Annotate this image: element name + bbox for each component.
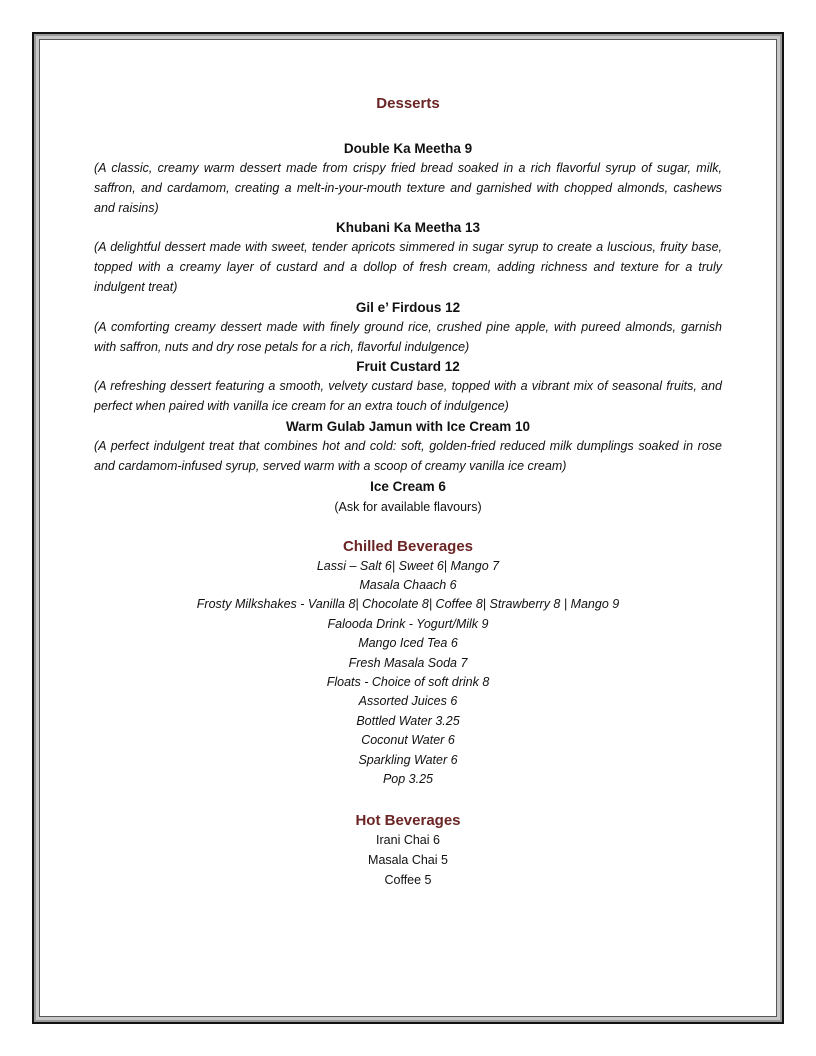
beverage-item: Mango Iced Tea 6 <box>358 636 458 651</box>
dessert-note: (Ask for available flavours) <box>334 499 482 514</box>
dessert-item <box>94 298 722 358</box>
beverage-item: Masala Chai 5 <box>368 853 448 868</box>
beverage-item: Falooda Drink - Yogurt/Milk 9 <box>327 616 489 631</box>
dessert-item <box>94 417 722 477</box>
dessert-name: Gil e’ Firdous 12 <box>355 299 461 315</box>
dessert-item <box>94 139 722 218</box>
spacer <box>94 114 722 139</box>
beverage-item: Coffee 5 <box>384 872 432 887</box>
chilled-beverages-list <box>94 557 722 790</box>
beverage-item: Fresh Masala Soda 7 <box>348 655 468 670</box>
beverage-item: Lassi – Salt 6| Sweet 6| Mango 7 <box>316 558 500 573</box>
dessert-item <box>94 357 722 417</box>
dessert-description: (A perfect indulgent treat that combines hot and cold: soft, golden-fried reduced milk dumplings soaked in rose and cardamom-infused syrup, served warm with a scoop of creamy vanilla ice cream) <box>94 438 722 473</box>
hot-beverages-title: Hot Beverages <box>355 812 461 830</box>
dessert-name: Warm Gulab Jamun with Ice Cream 10 <box>285 418 531 434</box>
beverage-item: Assorted Juices 6 <box>358 694 458 709</box>
hot-beverages-list <box>94 831 722 890</box>
beverage-item: Pop 3.25 <box>382 772 434 787</box>
dessert-name: Ice Cream 6 <box>370 478 446 494</box>
dessert-item <box>94 218 722 297</box>
hot-beverages-section <box>94 811 722 890</box>
beverage-item: Irani Chai 6 <box>376 833 440 848</box>
dessert-item <box>94 477 722 517</box>
dessert-name: Khubani Ka Meetha 13 <box>335 220 481 236</box>
chilled-beverages-title: Chilled Beverages <box>342 537 474 555</box>
beverage-item: Frosty Milkshakes - Vanilla 8| Chocolate 8| Coffee 8| Strawberry 8 | Mango 9 <box>196 597 620 612</box>
beverage-item: Sparkling Water 6 <box>358 752 458 767</box>
dessert-description: (A delightful dessert made with sweet, tender apricots simmered in sugar syrup to create a luscious, fruity base, topped with a creamy layer of custard and a dollop of fresh cream, adding richness and texture for a truly indulgent treat) <box>94 240 722 294</box>
dessert-description: (A classic, creamy warm dessert made from crispy fried bread soaked in a rich flavorful syrup of sugar, milk, saffron, and cardamom, creating a melt-in-your-mouth texture and garnished with chopped almonds, cashews and raisins) <box>94 161 722 215</box>
beverage-item: Masala Chaach 6 <box>359 577 457 592</box>
dessert-name: Double Ka Meetha 9 <box>343 141 473 156</box>
spacer <box>94 517 722 537</box>
beverage-item: Coconut Water 6 <box>361 733 455 748</box>
menu-content <box>94 94 722 890</box>
dessert-name: Fruit Custard 12 <box>356 359 460 375</box>
dessert-description: (A comforting creamy dessert made with finely ground rice, crushed pine apple, with pureed almonds, garnish with saffron, nuts and dry rose petals for a rich, flavorful indulgence) <box>94 319 722 354</box>
desserts-title: Desserts <box>376 95 440 112</box>
dessert-description: (A refreshing dessert featuring a smooth, velvety custard base, topped with a vibrant mix of seasonal fruits, and perfect when paired with vanilla ice cream for an extra touch of indulgence) <box>94 379 722 414</box>
spacer <box>94 789 722 811</box>
beverage-item: Floats - Choice of soft drink 8 <box>326 675 490 689</box>
desserts-section <box>94 94 722 517</box>
beverage-item: Bottled Water 3.25 <box>356 713 460 728</box>
chilled-beverages-section <box>94 537 722 790</box>
